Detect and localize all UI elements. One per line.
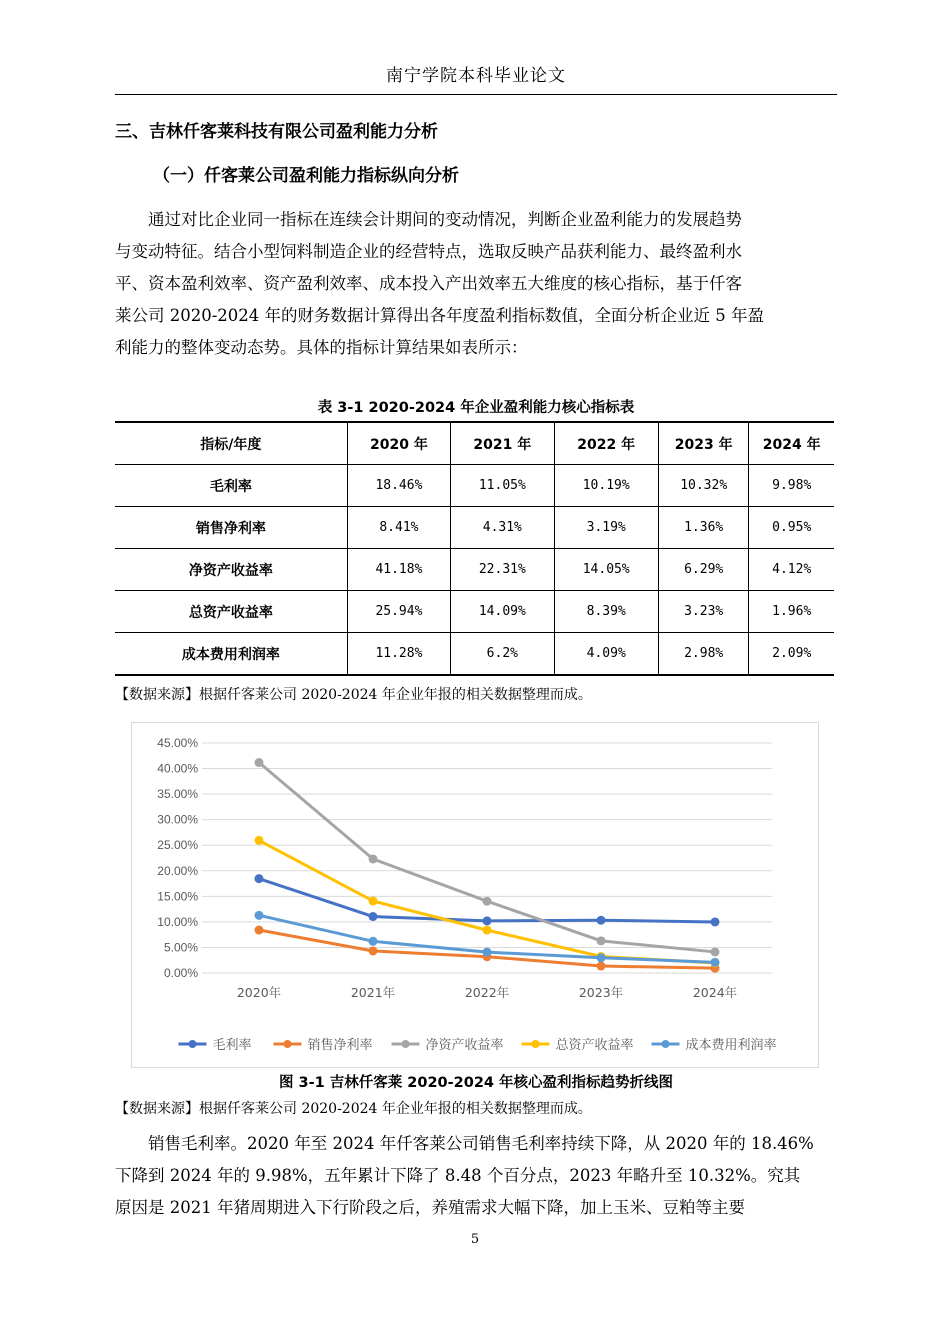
table-cell: 1.36% <box>658 507 749 549</box>
data-point <box>369 896 378 905</box>
table-cell: 6.2% <box>451 633 554 676</box>
data-point <box>483 916 492 925</box>
table-cell: 41.18% <box>347 549 450 591</box>
table-cell: 9.98% <box>749 465 834 507</box>
y-tick-label: 15.00% <box>157 889 198 904</box>
legend-marker <box>189 1040 197 1048</box>
table-cell: 4.31% <box>451 507 554 549</box>
data-point <box>483 948 492 957</box>
table-cell: 8.39% <box>554 591 658 633</box>
figure-source-note: 【数据来源】根据仟客莱公司 2020-2024 年企业年报的相关数据整理而成。 <box>115 1101 592 1117</box>
data-point <box>255 836 264 845</box>
row-label: 毛利率 <box>115 465 347 507</box>
section-subheading: （一）仟客莱公司盈利能力指标纵向分析 <box>153 166 459 186</box>
table-cell: 11.28% <box>347 633 450 676</box>
data-point <box>369 912 378 921</box>
table-header-cell: 2021 年 <box>451 422 554 465</box>
table-header-cell: 2024 年 <box>749 422 834 465</box>
y-tick-label: 45.00% <box>157 736 198 750</box>
y-tick-label: 25.00% <box>157 838 198 853</box>
row-label: 总资产收益率 <box>115 591 347 633</box>
analysis-line: 原因是 2021 年猪周期进入下行阶段之后，养殖需求大幅下降，加上玉米、豆粕等主要 <box>115 1198 745 1217</box>
x-tick-label: 2023年 <box>578 985 624 1000</box>
table-cell: 8.41% <box>347 507 450 549</box>
table-cell: 2.98% <box>658 633 749 676</box>
legend-label: 毛利率 <box>212 1038 252 1053</box>
intro-paragraph <box>115 204 837 364</box>
data-point <box>597 936 606 945</box>
table-row <box>115 633 834 676</box>
x-tick-label: 2024年 <box>692 985 738 1000</box>
legend-marker <box>284 1040 292 1048</box>
legend-marker <box>532 1040 540 1048</box>
data-point <box>711 917 720 926</box>
data-point <box>369 946 378 955</box>
row-label: 销售净利率 <box>115 507 347 549</box>
table-header-row <box>115 422 834 465</box>
table-row <box>115 549 834 591</box>
data-point <box>711 947 720 956</box>
y-tick-label: 35.00% <box>157 787 198 802</box>
table-cell: 25.94% <box>347 591 450 633</box>
data-point <box>255 911 264 920</box>
intro-line: 平、资本盈利效率、资产盈利效率、成本投入产出效率五大维度的核心指标，基于仟客 <box>115 274 742 293</box>
legend-label: 成本费用利润率 <box>685 1038 777 1053</box>
intro-line: 通过对比企业同一指标在连续会计期间的变动情况，判断企业盈利能力的发展趋势 <box>148 210 742 229</box>
data-point <box>255 926 264 935</box>
page-header: 南宁学院本科毕业论文 <box>115 58 837 95</box>
table-header-cell: 2023 年 <box>658 422 749 465</box>
table-cell: 1.96% <box>749 591 834 633</box>
table-cell: 10.32% <box>658 465 749 507</box>
trend-line-chart <box>132 723 818 1067</box>
legend-label: 销售净利率 <box>307 1038 373 1053</box>
table-row <box>115 465 834 507</box>
y-tick-label: 10.00% <box>157 914 198 929</box>
x-tick-label: 2021年 <box>350 985 396 1000</box>
y-tick-label: 0.00% <box>163 966 198 980</box>
trend-chart-frame <box>131 722 819 1068</box>
table-cell: 2.09% <box>749 633 834 676</box>
x-tick-label: 2020年 <box>236 985 282 1000</box>
analysis-line: 下降到 2024 年的 9.98%，五年累计下降了 8.48 个百分点，2023 年略升至 10.32%。究其 <box>115 1166 801 1185</box>
table-header-cell: 2020 年 <box>347 422 450 465</box>
table-cell: 4.12% <box>749 549 834 591</box>
data-point <box>369 937 378 946</box>
intro-line: 与变动特征。结合小型饲料制造企业的经营特点，选取反映产品获利能力、最终盈利水 <box>115 242 742 261</box>
y-tick-label: 40.00% <box>157 761 198 776</box>
table-cell: 3.19% <box>554 507 658 549</box>
table-cell: 0.95% <box>749 507 834 549</box>
table-cell: 14.09% <box>451 591 554 633</box>
table-row <box>115 507 834 549</box>
table-cell: 22.31% <box>451 549 554 591</box>
data-point <box>597 916 606 925</box>
analysis-paragraph <box>115 1128 837 1224</box>
data-point <box>255 758 264 767</box>
row-label: 成本费用利润率 <box>115 633 347 676</box>
y-tick-label: 5.00% <box>163 940 198 955</box>
data-point <box>369 854 378 863</box>
table-cell: 10.19% <box>554 465 658 507</box>
row-label: 净资产收益率 <box>115 549 347 591</box>
y-tick-label: 30.00% <box>157 812 198 827</box>
table-source-note: 【数据来源】根据仟客莱公司 2020-2024 年企业年报的相关数据整理而成。 <box>115 687 592 703</box>
table-cell: 6.29% <box>658 549 749 591</box>
table-caption: 表 3-1 2020-2024 年企业盈利能力核心指标表 <box>317 400 635 416</box>
table-cell: 4.09% <box>554 633 658 676</box>
legend-label: 总资产收益率 <box>555 1038 634 1053</box>
table-cell: 14.05% <box>554 549 658 591</box>
section-heading: 三、吉林仟客莱科技有限公司盈利能力分析 <box>115 122 438 142</box>
legend-label: 净资产收益率 <box>425 1038 504 1053</box>
table-cell: 18.46% <box>347 465 450 507</box>
table-header-cell: 2022 年 <box>554 422 658 465</box>
metrics-table <box>115 421 834 676</box>
legend-marker <box>402 1040 410 1048</box>
table-row <box>115 591 834 633</box>
intro-line: 莱公司 2020-2024 年的财务数据计算得出各年度盈利指标数值，全面分析企业近 5 年盈 <box>115 306 765 325</box>
data-point <box>597 953 606 962</box>
data-point <box>597 962 606 971</box>
table-cell: 11.05% <box>451 465 554 507</box>
intro-line: 利能力的整体变动态势。具体的指标计算结果如表所示： <box>115 338 528 357</box>
data-point <box>483 926 492 935</box>
x-tick-label: 2022年 <box>464 985 510 1000</box>
analysis-line: 销售毛利率。2020 年至 2024 年仟客莱公司销售毛利率持续下降，从 2020 年的 18.46% <box>148 1134 814 1153</box>
y-tick-label: 20.00% <box>157 863 198 878</box>
data-point <box>711 958 720 967</box>
legend-marker <box>662 1040 670 1048</box>
page-number: 5 <box>470 1232 480 1247</box>
figure-caption: 图 3-1 吉林仟客莱 2020-2024 年核心盈利指标趋势折线图 <box>278 1075 674 1091</box>
data-point <box>483 897 492 906</box>
table-cell: 3.23% <box>658 591 749 633</box>
data-point <box>255 874 264 883</box>
table-header-cell: 指标/年度 <box>115 422 347 465</box>
